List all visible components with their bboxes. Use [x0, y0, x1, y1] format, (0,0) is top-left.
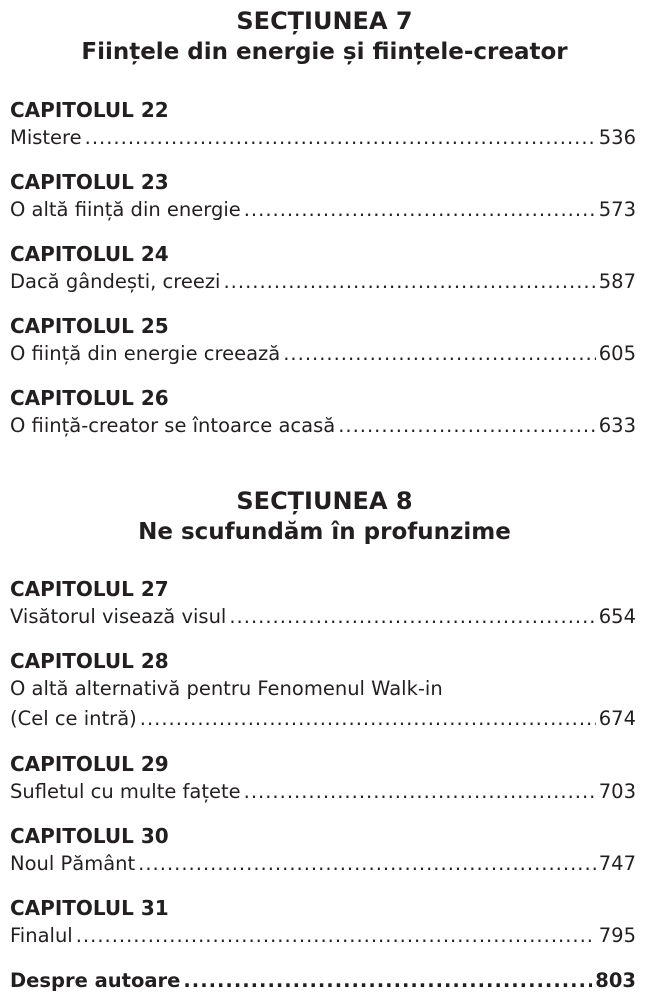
chapter-label: CAPITOLUL 26 — [10, 386, 169, 410]
chapter-label: CAPITOLUL 23 — [10, 170, 169, 194]
toc-row — [10, 777, 636, 807]
toc-row — [10, 195, 636, 225]
dot-leader — [76, 921, 596, 951]
dot-leader — [244, 195, 596, 225]
dot-leader — [229, 602, 595, 632]
toc-row — [10, 921, 636, 951]
dot-leader — [85, 123, 596, 153]
page-number: 654 — [598, 605, 636, 628]
chapter-title: O altă ființă din energie — [10, 198, 241, 221]
page-number: 674 — [598, 707, 636, 730]
chapter-title: O ființă din energie creează — [10, 342, 281, 365]
page-number: 587 — [598, 270, 636, 293]
toc-entry-chapter-22[interactable] — [10, 97, 636, 153]
toc-entry-chapter-23[interactable] — [10, 169, 636, 225]
section-7-heading — [0, 6, 649, 68]
chapter-title: Sufletul cu multe fațete — [10, 780, 241, 803]
chapter-label: CAPITOLUL 27 — [10, 577, 169, 601]
chapter-label: CAPITOLUL 29 — [10, 752, 169, 776]
chapter-title: (Cel ce intră) — [10, 707, 137, 730]
dot-leader — [338, 411, 596, 441]
toc-entry-chapter-24[interactable] — [10, 241, 636, 297]
toc-entry-chapter-31[interactable] — [10, 895, 636, 951]
chapter-label: CAPITOLUL 24 — [10, 242, 169, 266]
dot-leader — [223, 267, 595, 297]
toc-row — [10, 966, 636, 996]
page-number: 573 — [598, 198, 636, 221]
chapter-title: O ființă-creator se întoarce acasă — [10, 414, 336, 437]
page-number: 605 — [598, 342, 636, 365]
toc-row — [10, 339, 636, 369]
section-8-heading — [0, 486, 649, 548]
dot-leader — [183, 966, 592, 996]
section-number: SECȚIUNEA 7 — [236, 7, 413, 35]
toc-entry-about-author[interactable] — [10, 966, 636, 996]
chapter-label: CAPITOLUL 31 — [10, 896, 169, 920]
about-author-title: Despre autoare — [10, 969, 181, 992]
dot-leader — [140, 704, 596, 734]
page-number: 703 — [598, 780, 636, 803]
chapter-title-line-1: O altă alternativă pentru Fenomenul Walk-in — [10, 677, 443, 700]
page-number: 803 — [595, 969, 636, 992]
dot-leader — [138, 849, 596, 879]
dot-leader — [283, 339, 596, 369]
chapter-label: CAPITOLUL 25 — [10, 314, 169, 338]
toc-row — [10, 411, 636, 441]
chapter-title: Mistere — [10, 126, 82, 149]
page-number: 536 — [598, 126, 636, 149]
chapter-label: CAPITOLUL 30 — [10, 824, 169, 848]
section-number: SECȚIUNEA 8 — [236, 487, 413, 515]
toc-row — [10, 602, 636, 632]
section-title: Ne scufundăm în profunzime — [138, 519, 511, 545]
toc-row — [10, 267, 636, 297]
page-number: 633 — [598, 414, 636, 437]
chapter-label: CAPITOLUL 22 — [10, 98, 169, 122]
toc-row — [10, 123, 636, 153]
toc-entry-chapter-30[interactable] — [10, 823, 636, 879]
section-title: Ființele din energie și ființele-creator — [81, 39, 568, 65]
chapter-label: CAPITOLUL 28 — [10, 649, 169, 673]
toc-entry-chapter-26[interactable] — [10, 385, 636, 441]
page-number: 747 — [598, 852, 636, 875]
chapter-title: Finalul — [10, 924, 73, 947]
toc-entry-chapter-28[interactable] — [10, 648, 636, 734]
toc-entry-chapter-25[interactable] — [10, 313, 636, 369]
toc-row — [10, 849, 636, 879]
dot-leader — [244, 777, 596, 807]
toc-row — [10, 704, 636, 734]
toc-entry-chapter-29[interactable] — [10, 751, 636, 807]
chapter-title: Noul Pământ — [10, 852, 136, 875]
toc-entry-chapter-27[interactable] — [10, 576, 636, 632]
page-number: 795 — [598, 924, 636, 947]
chapter-title: Dacă gândești, creezi — [10, 270, 221, 293]
chapter-title: Visătorul visează visul — [10, 605, 227, 628]
